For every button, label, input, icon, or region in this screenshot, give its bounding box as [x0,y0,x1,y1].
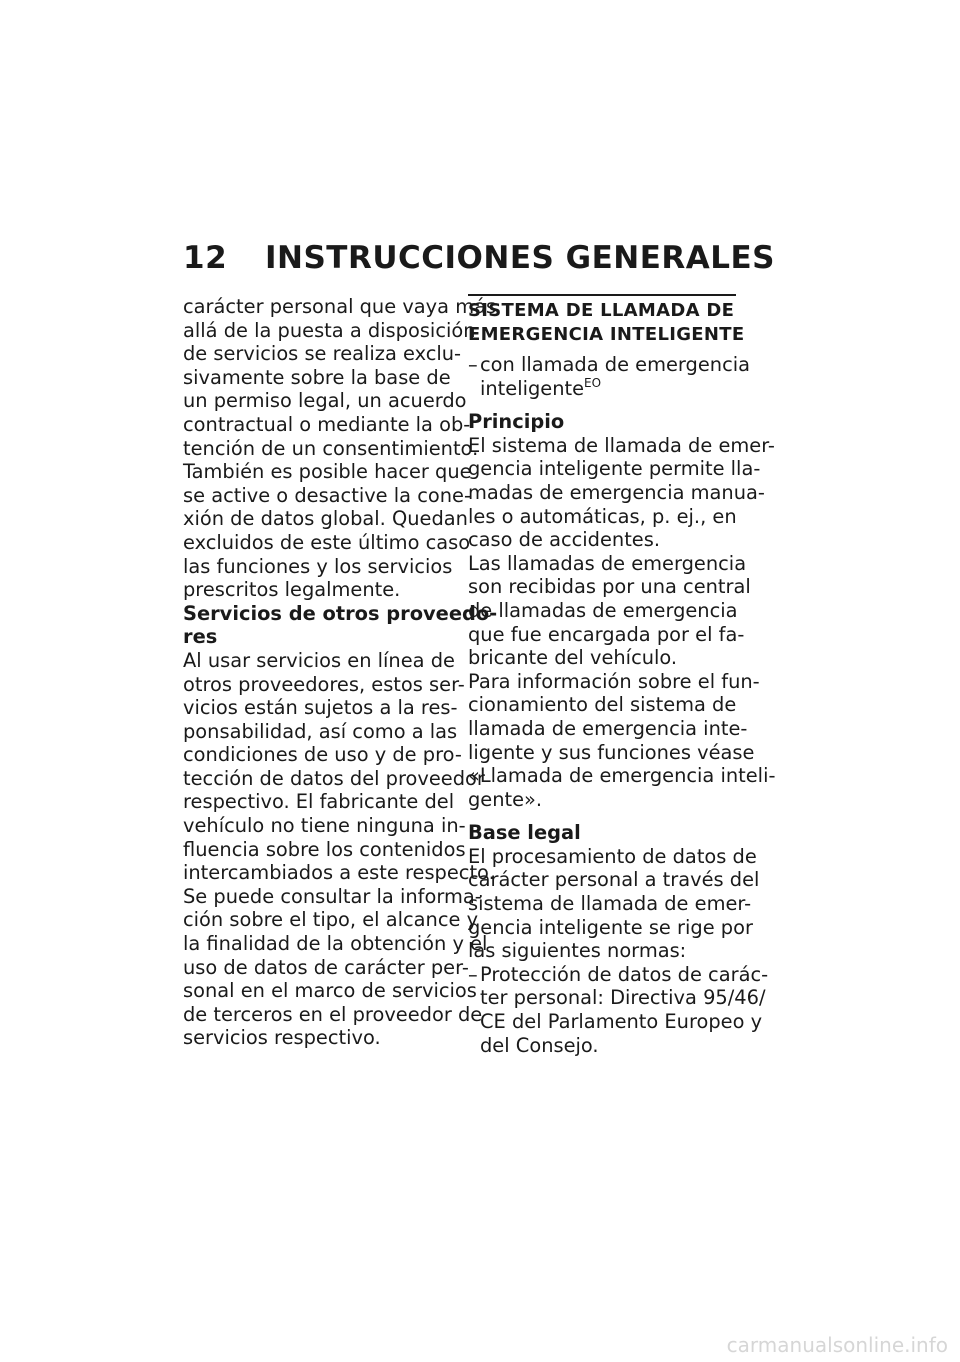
text-line: Para información sobre el fun- [468,669,760,693]
right-column [468,294,776,1057]
text-line: llamada de emergencia inte- [468,716,748,740]
subheading-line: Servicios de otros proveedo- [183,601,498,625]
text-line: se active o desactive la cone- [183,483,471,507]
bullet-line: del Consejo. [480,1033,599,1057]
bullet-item-data-protection [468,962,769,1057]
text-line: excluidos de este último caso [183,530,471,554]
superscript-code: EO [584,375,602,390]
bullet-dash: – [468,962,478,986]
text-line: ción sobre el tipo, el alcance y [183,908,479,932]
text-line: que fue encargada por el fa- [468,622,745,646]
text-line: carácter personal que vaya más [183,295,497,318]
heading-base-legal: Base legal [468,821,581,845]
chapter-title: INSTRUCCIONES GENERALES [265,240,775,276]
watermark: carmanualsonline.info [726,1333,948,1357]
text-line: otros proveedores, estos ser- [183,672,465,696]
text-line: la finalidad de la obtención y el [183,932,488,956]
subheading-line: res [183,625,218,649]
text-line: gencia inteligente se rige por [468,915,753,939]
heading-principio: Principio [468,410,565,434]
bullet-item-emergency-call [468,353,751,400]
section-divider [468,294,736,296]
section-title-line: SISTEMA DE LLAMADA DE [468,300,735,321]
text-line: xión de datos global. Quedan [183,507,468,531]
text-line: Al usar servicios en línea de [183,648,455,672]
text-line: madas de emergencia manua- [468,480,765,504]
text-line: de terceros en el proveedor de [183,1002,483,1026]
page-header [183,240,775,276]
text-line: de llamadas de emergencia [468,598,738,622]
subheading-third-party-services [183,601,498,649]
text-line: ponsabilidad, así como a las [183,719,458,743]
bullet-line: Protección de datos de carác- [480,962,769,986]
text-line: respectivo. El fabricante del [183,790,455,814]
text-line: son recibidas por una central [468,575,751,599]
text-line: uso de datos de carácter per- [183,955,469,979]
text-line: tención de un consentimiento. [183,436,479,460]
text-line: de servicios se realiza exclu- [183,342,462,366]
text-line: intercambiados a este respecto. [183,861,495,885]
text-line: las siguientes normas: [468,939,687,963]
text-line: carácter personal a través del [468,868,760,892]
text-line: contractual o mediante la ob- [183,412,471,436]
text-line: bricante del vehículo. [468,646,678,670]
text-line: sivamente sobre la base de [183,365,451,389]
text-line: fluencia sobre los contenidos [183,837,466,861]
text-line: allá de la puesta a disposición [183,318,476,342]
text-line: vehículo no tiene ninguna in- [183,814,466,838]
text-line: El sistema de llamada de emer- [468,433,775,457]
section-title [468,299,745,347]
text-line: ligente y sus funciones véase [468,740,755,764]
text-line: sonal en el marco de servicios [183,979,477,1003]
principio-paragraph [468,433,776,812]
bullet-line-text: inteligente [480,376,585,400]
text-line: También es posible hacer que [183,460,472,484]
text-line: prescritos legalmente. [183,578,401,602]
text-line: vicios están sujetos a la res- [183,696,458,720]
third-party-services-paragraph [183,648,495,1050]
bullet-line: ter personal: Directiva 95/46/ [480,986,766,1010]
text-line: «Llamada de emergencia inteli- [468,764,776,788]
left-column [183,295,498,1050]
text-line: sistema de llamada de emer- [468,892,752,916]
text-line: gencia inteligente permite lla- [468,457,761,481]
text-line: les o automáticas, p. ej., en [468,504,737,528]
text-line: tección de datos del proveedor [183,766,485,790]
bullet-line [480,377,738,401]
text-line: servicios respectivo. [183,1026,381,1050]
text-line: El procesamiento de datos de [468,844,757,868]
text-line: las funciones y los servicios [183,554,453,578]
section-title-line: EMERGENCIA INTELIGENTE [468,324,745,345]
bullet-line: con llamada de emergencia [480,353,751,376]
text-line: cionamiento del sistema de [468,693,737,717]
base-legal-paragraph [468,844,760,963]
bullet-dash: – [468,353,478,376]
text-line: Se puede consultar la informa- [183,884,482,908]
text-line: un permiso legal, un acuerdo [183,389,467,413]
intro-paragraph [183,295,497,602]
text-line: Las llamadas de emergencia [468,551,747,575]
text-line: gente». [468,787,543,811]
text-line: caso de accidentes. [468,528,660,552]
bullet-line: CE del Parlamento Europeo y [480,1010,763,1034]
text-line: condiciones de uso y de pro- [183,743,462,767]
page-number: 12 [183,240,228,276]
